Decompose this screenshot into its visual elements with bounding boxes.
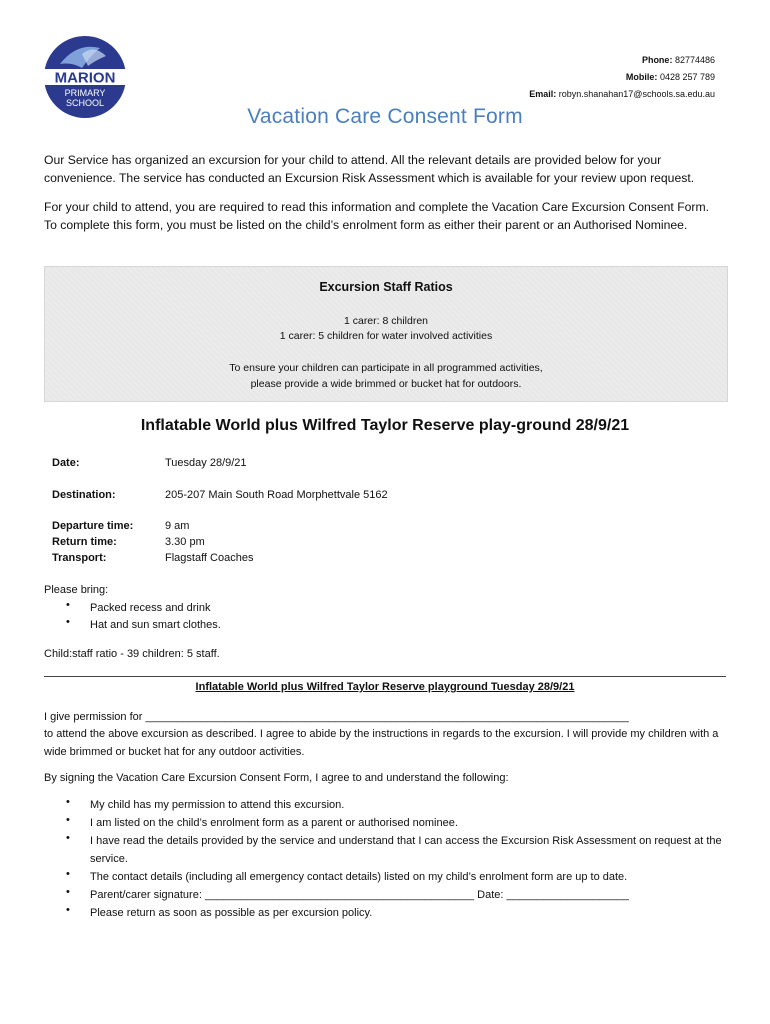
transport-value: Flagstaff Coaches <box>165 552 254 564</box>
logo-text-primary: PRIMARY <box>64 88 106 98</box>
logo-text-marion: MARION <box>54 69 116 87</box>
contact-mobile: Mobile: 0428 257 789 <box>625 72 715 82</box>
logo-text-school: SCHOOL <box>65 98 105 108</box>
destination-label: Destination: <box>52 489 116 501</box>
ratio-note: Child:staff ratio - 39 children: 5 staff. <box>44 648 220 660</box>
ratio-line-2: 1 carer: 5 children for water involved activities <box>279 330 493 342</box>
permission-continued: to attend the above excursion as described. I agree to abide by the instructions in regards to the excursion. I will provide my children with a wide brimmed or bucket hat for any outdoor activities. <box>44 728 719 758</box>
contact-block <box>529 52 715 103</box>
return-label: Return time: <box>52 536 117 548</box>
date-value: Tuesday 28/9/21 <box>165 457 247 469</box>
ratio-line-3: To ensure your children can participate in all programmed activities, <box>229 362 543 374</box>
consent-heading: Inflatable World plus Wilfred Taylor Reserve playground Tuesday 28/9/21 <box>195 681 575 693</box>
departure-label: Departure time: <box>52 520 134 532</box>
bring-label: Please bring: <box>44 584 109 596</box>
permission-line: I give permission for _______________________________________________________________________________ <box>44 711 629 723</box>
transport-label: Transport: <box>52 552 107 564</box>
ratio-line-1: 1 carer: 8 children <box>343 315 429 327</box>
excursion-heading: Inflatable World plus Wilfred Taylor Reserve play-ground 28/9/21 <box>140 417 630 434</box>
intro-paragraph-2: For your child to attend, you are required to read this information and complete the Vacation Care Excursion Consent Form. To complete this form, you must be listed on the child’s enrolment form as either their parent or an Authorised Nominee. <box>44 200 710 232</box>
destination-value: 205-207 Main South Road Morphettvale 5162 <box>165 489 388 501</box>
contact-email: Email: robyn.shanahan17@schools.sa.edu.au <box>529 89 715 99</box>
ratios-title: Excursion Staff Ratios <box>319 280 453 294</box>
staff-ratios-box <box>44 266 728 402</box>
page-title: Vacation Care Consent Form <box>247 105 523 128</box>
ratio-line-4: please provide a wide brimmed or bucket hat for outdoors. <box>250 378 522 390</box>
date-label: Date: <box>52 457 80 469</box>
intro-paragraph-1: Our Service has organized an excursion for your child to attend. All the relevant details are provided below for your convenience. The service has conducted an Excursion Risk Assessment which is available for your review upon request. <box>44 153 695 185</box>
return-value: 3.30 pm <box>165 536 205 548</box>
departure-value: 9 am <box>165 520 190 532</box>
agree-intro: By signing the Vacation Care Excursion Consent Form, I agree to and understand the following: <box>44 772 509 784</box>
divider <box>44 676 726 677</box>
contact-phone: Phone: 82774486 <box>641 55 715 65</box>
